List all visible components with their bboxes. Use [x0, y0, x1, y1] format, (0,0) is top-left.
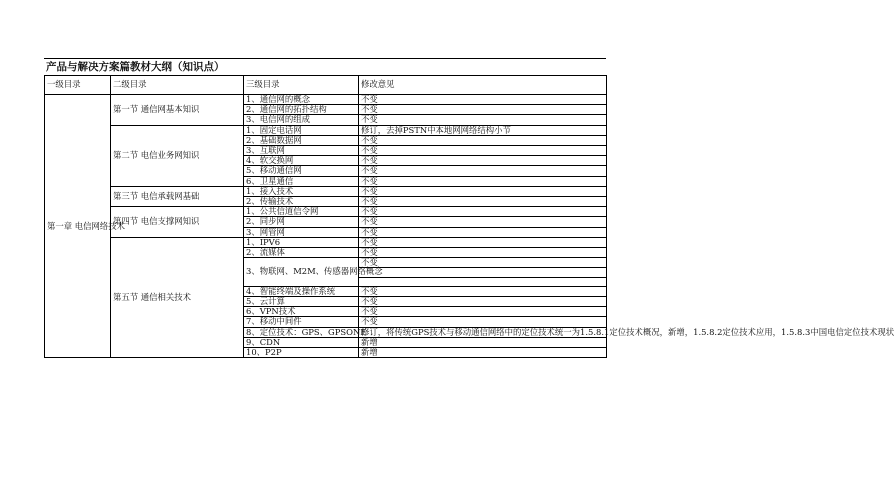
item-cell: 4、软交换网 [244, 156, 359, 166]
note-cell: 不变 [359, 307, 607, 317]
note-cell: 不变 [359, 156, 607, 166]
chapter-cell [45, 95, 126, 358]
item-cell: 3、互联网 [244, 146, 359, 156]
note-cell: 不变 [359, 297, 607, 307]
item-cell: 7、移动中间件 [244, 317, 359, 327]
item-cell: 8、定位技术：GPS、GPSONE [244, 327, 359, 337]
note-cell: 不变 [359, 115, 607, 125]
note-cell: 新增 [359, 348, 607, 358]
note-cell: 不变 [359, 105, 607, 115]
note-cell: 不变 [359, 207, 607, 217]
note-cell: 不变 [359, 166, 607, 176]
table-row [45, 125, 607, 135]
note-cell: 不变 [359, 286, 607, 296]
header-level1: 一级目录 [45, 76, 111, 95]
outline-sheet [44, 58, 894, 358]
note-cell: 不变 [359, 146, 607, 156]
note-cell: 不变 [359, 248, 607, 258]
note-cell: 修订，将传统GPS技术与移动通信网络中的定位技术统一为1.5.8.1定位技术概况，新增，1.5.8.2定位技术应用，1.5.8.3中国电信定位技术现状 [359, 327, 607, 337]
item-cell: 1、IPV6 [244, 237, 359, 247]
item-cell: 2、基础数据网 [244, 135, 359, 145]
item-cell: 6、VPN技术 [244, 307, 359, 317]
item-cell: 2、通信网的拓扑结构 [244, 105, 359, 115]
note-cell: 不变 [359, 258, 607, 268]
item-cell: 1、公共信道信令网 [244, 207, 359, 217]
note-cell: 不变 [359, 135, 607, 145]
section-cell: 第四节 电信支撑网知识 [111, 207, 244, 238]
note-cell: 修订，去掉PSTN中本地网网络结构小节 [359, 125, 607, 135]
item-cell: 1、固定电话网 [244, 125, 359, 135]
item-cell: 5、移动通信网 [244, 166, 359, 176]
item-cell: 2、流媒体 [244, 248, 359, 258]
section-cell: 第一节 通信网基本知识 [111, 95, 244, 126]
item-cell: 2、传输技术 [244, 197, 359, 207]
note-cell: 不变 [359, 217, 607, 227]
table-row [45, 237, 607, 247]
chapter-label: 第一章 电信网络技术 [47, 221, 126, 232]
note-cell [359, 268, 607, 277]
item-cell: 1、接入技术 [244, 186, 359, 196]
table-row [45, 207, 607, 217]
page-title: 产品与解决方案篇教材大纲（知识点） [44, 58, 606, 75]
item-cell: 3、电信网的组成 [244, 115, 359, 125]
header-notes: 修改意见 [359, 76, 607, 95]
note-cell [359, 277, 607, 286]
item-cell: 1、通信网的概念 [244, 95, 359, 105]
note-cell: 不变 [359, 317, 607, 327]
header-level3: 三级目录 [244, 76, 359, 95]
note-cell: 不变 [359, 95, 607, 105]
item-cell: 6、卫星通信 [244, 176, 359, 186]
item-cell: 4、智能终端及操作系统 [244, 286, 359, 296]
header-level2: 二级目录 [111, 76, 244, 95]
section-cell: 第三节 电信承载网基础 [111, 186, 244, 206]
item-cell: 3、物联网、M2M、传感器网络概念 [244, 258, 359, 287]
note-cell: 不变 [359, 176, 607, 186]
note-cell: 不变 [359, 227, 607, 237]
item-cell: 9、CDN [244, 337, 359, 347]
section-cell: 第五节 通信相关技术 [111, 237, 244, 357]
note-cell: 不变 [359, 186, 607, 196]
header-row [45, 76, 607, 95]
item-cell: 2、同步网 [244, 217, 359, 227]
item-cell: 5、云计算 [244, 297, 359, 307]
item-cell: 3、网管网 [244, 227, 359, 237]
table-row [45, 95, 607, 105]
item-cell: 10、P2P [244, 348, 359, 358]
note-cell: 不变 [359, 197, 607, 207]
note-cell: 新增 [359, 337, 607, 347]
note-cell: 不变 [359, 237, 607, 247]
table-row [45, 186, 607, 196]
section-cell: 第二节 电信业务网知识 [111, 125, 244, 186]
outline-table [44, 75, 894, 358]
